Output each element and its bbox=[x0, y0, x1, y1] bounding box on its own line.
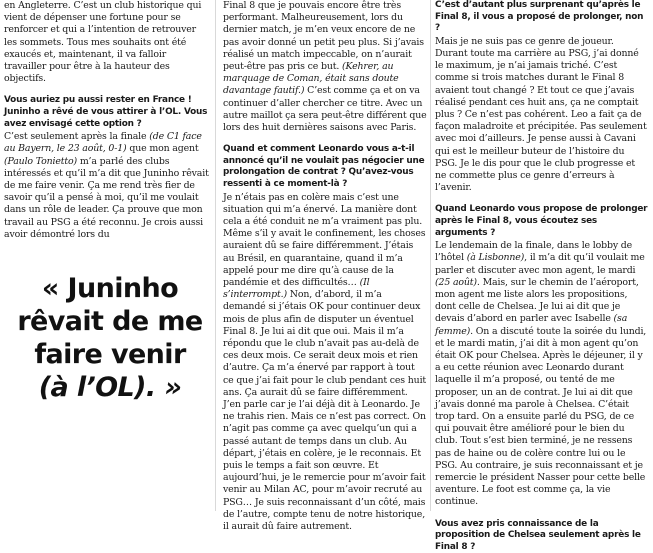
interview-question: Quand et comment Leonardo vous a-t-il annoncé qu’il ne voulait pas négocier une prolongation de contrat ? Qu’avez-vous ressenti à ce moment-là ? bbox=[223, 144, 425, 190]
article-column-1 bbox=[4, 0, 209, 511]
column-divider bbox=[215, 0, 216, 511]
pull-quote-line: faire venir bbox=[34, 339, 186, 370]
pull-quote-line: « Juninho bbox=[41, 273, 179, 304]
article-column-2 bbox=[223, 0, 427, 533]
interview-question: Quand Leonardo vous propose de prolonger après le Final 8, vous écoutez ses arguments ? bbox=[435, 204, 648, 238]
interview-answer: Mais je ne suis pas ce genre de joueur. Durant toute ma carrière au PSG, j’ai donné le maximum, je n’ai jamais triché. C’est comme si trois matches durant le Final 8 avaient tout changé ? Et tout ce que j’avais réalisé pendant ces huit ans, ça ne comptait plus ? Ce n’est pas cohérent. Leo a fait ça de façon maladroite et précipitée. Pas seulement avec moi d’ailleurs. Je pense aussi à Cavani qui est le meilleur buteur de l’histoire du PSG. Je le dis pour que le club progresse et ne commette plus ce genre d’erreurs à l’avenir. bbox=[435, 35, 647, 194]
interview-question: C’est d’autant plus surprenant qu’après le Final 8, il vous a proposé de prolonger, non ? bbox=[435, 0, 644, 34]
column-divider bbox=[430, 0, 431, 511]
interview-answer: Je n’étais pas en colère mais c’est une situation qui m’a énervé. La manière dont cela a été conduit ne m’a vraiment pas plu. Même s’il y avait le confinement, les choses auraient dû se faire différemment. J’étais au Brésil, en quarantaine, quand il m’a appelé pour me dire qu’à cause de la pandémie et des difficultés… (Il s’interrompt.) Non, d’abord, il m’a demandé si j’étais OK pour continuer deux mois de plus afin de disputer un éventuel Final 8. Je lui ai dit que oui. Mais il m’a répondu que le club n’avait pas au-delà de ces deux mois. Ce serait deux mois et rien d’autre. Ça m’a énervé par rapport à tout ce que j’ai fait pour le club pendant ces huit ans. Ça aurait dû se faire différemment. J’en parle car je l’ai déjà dit à Leonardo. Je ne trahis rien. Mais ce n’est pas correct. On n’agit pas comme ça avec quelqu’un qui a passé autant de temps dans un club. Au départ, j’étais en colère, je le reconnais. Et puis le temps a fait son œuvre. Et aujourd’hui, je le remercie pour m’avoir fait venir au Milan AC, pour m’avoir recruté au PSG… Je suis reconnaissant d’un côté, mais de l’autre, compte tenu de notre historique, il aurait dû faire autrement. bbox=[223, 191, 427, 533]
article-column-3 bbox=[435, 0, 649, 552]
interview-answer: C’est seulement après la finale (de C1 face au Bayern, le 23 août, 0-1) que mon agent (Paulo Tonietto) m’a parlé des clubs intéressés et qu’il m’a dit que Juninho rêvait de me faire venir. Ça me rend très fier de savoir qu’il a pensé à moi, qu’il me voulait dans un rôle de leader. Ça prouve que mon travail au PSG a été reconnu. Je crois aussi avoir démontré lors du bbox=[4, 131, 209, 240]
paragraph: Final 8 que je pouvais encore être très performant. Malheureusement, lors du dernier match, je m’en veux encore de ne pas avoir donné un petit peu plus. Si j’avais réalisé un match impeccable, on n’aurait peut-être pas pris ce but. (Kehrer, au marquage de Coman, était sans doute davantage fautif.) C’est comme ça et on va continuer d’aller chercher ce titre. Avec un autre maillot ça sera peut-être différent que lors des huit dernières saisons avec Paris. bbox=[223, 0, 427, 134]
pull-quote-line: rêvait de me bbox=[17, 306, 203, 337]
interview-answer: Le lendemain de la finale, dans le lobby de l’hôtel (à Lisbonne), il m’a dit qu’il voulait me parler et discuter avec mon agent, le mardi (25 août). Mais, sur le chemin de l’aéroport, mon agent me liste alors les propositions, dont celle de Chelsea. Je lui ai dit que je devais d’abord en parler avec Isabelle (sa femme). On a discuté toute la soirée du lundi, et le mardi matin, j’ai dit à mon agent qu’on était OK pour Chelsea. Après le déjeuner, il y a eu cette réunion avec Leonardo durant laquelle il m’a proposé, ou tenté de me proposer, un an de contrat. Je lui ai dit que j’avais donné ma parole à Chelsea. C’était trop tard. On a ensuite parlé du PSG, de ce qui pouvait être amélioré pour le bien du club. Tout s’est bien terminé, je ne ressens pas de haine ou de colère contre lui ou le PSG. Au contraire, je suis reconnaissant et je remercie le président Nasser pour cette belle aventure. Le foot est comme ça, la vie continue. bbox=[435, 240, 647, 508]
pull-quote-line: (à l’OL). » bbox=[38, 372, 182, 403]
paragraph: en Angleterre. C’est un club historique qui vient de dépenser une fortune pour se renforcer et qui a l’intention de retrouver les sommets. Tous mes souhaits ont été exaucés et, maintenant, il va falloir travailler pour être à la hauteur des objectifs. bbox=[4, 0, 202, 85]
interview-question: Vous auriez pu aussi rester en France ! Juninho a rêvé de vous attirer à l’OL. Vous avez envisagé cette option ? bbox=[4, 95, 208, 129]
pull-quote bbox=[4, 272, 216, 404]
interview-question: Vous avez pris connaissance de la proposition de Chelsea seulement après le Final 8 ? bbox=[435, 518, 641, 552]
